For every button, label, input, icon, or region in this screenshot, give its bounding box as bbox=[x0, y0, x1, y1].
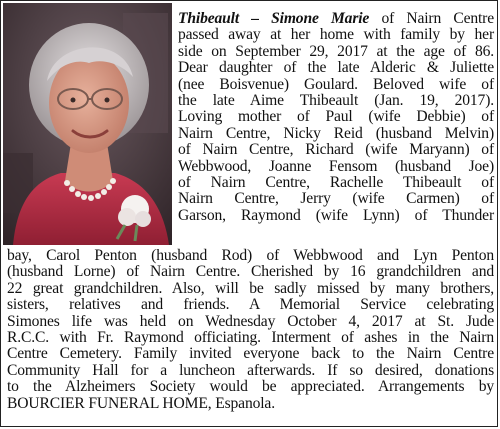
text-line: Loving mother of Paul (wife Debbie) of bbox=[178, 108, 494, 126]
text-line: Dear daughter of the late Alderic & Juliette bbox=[178, 59, 494, 77]
obituary-text-lower bbox=[7, 248, 494, 412]
portrait-image bbox=[3, 3, 172, 245]
obituary-text-upper bbox=[178, 11, 494, 224]
text-line: (husband Lorne) of Nairn Centre. Cherished by 16 grandchildren and bbox=[7, 263, 494, 281]
portrait-photo bbox=[3, 3, 172, 245]
text-line: Webbwood, Joanne Fensom (husband Joe) bbox=[178, 157, 494, 175]
text-line: (nee Boisvenue) Goulard. Beloved wife of bbox=[178, 75, 494, 93]
text-line: passed away at her home with family by her bbox=[178, 26, 494, 44]
text-line: Garson, Raymond (wife Lynn) of Thunder bbox=[178, 206, 494, 224]
text-line: Centre Cemetery. Family invited everyone back to the Nairn Centre bbox=[7, 345, 494, 363]
text-line: Thibeault – Simone Marie of Nairn Centre bbox=[178, 10, 494, 27]
text-line: to the Alzheimers Society would be appreciated. Arrangements by bbox=[7, 378, 494, 396]
text-line: Simones life was held on Wednesday October 4, 2017 at St. Jude bbox=[7, 312, 494, 330]
text-line: 22 great grandchildren. Also, will be sadly missed by many brothers, bbox=[7, 279, 494, 297]
text-line: R.C.C. with Fr. Raymond officiating. Interment of ashes in the Nairn bbox=[7, 328, 494, 346]
text-line: sisters, relatives and friends. A Memorial Service celebrating bbox=[7, 296, 494, 314]
text-line: side on September 29, 2017 at the age of 86. bbox=[178, 42, 494, 60]
text-line: the late Aime Thibeault (Jan. 19, 2017). bbox=[178, 91, 494, 109]
deceased-name: Thibeault – Simone Marie bbox=[178, 10, 370, 27]
text-line: Community Hall for a luncheon afterwards. If so desired, donations bbox=[7, 361, 494, 379]
text-line: of Nairn Centre, Richard (wife Maryann) of bbox=[178, 141, 494, 159]
text-line: bay, Carol Penton (husband Rod) of Webbwood and Lyn Penton bbox=[7, 247, 494, 264]
text-line: BOURCIER FUNERAL HOME, Espanola. bbox=[7, 394, 275, 412]
text-line: Nairn Centre, Nicky Reid (husband Melvin) bbox=[178, 124, 494, 142]
text-line: of Nairn Centre, Rachelle Thibeault of bbox=[178, 173, 494, 191]
text-line: Nairn Centre, Jerry (wife Carmen) of bbox=[178, 190, 494, 208]
